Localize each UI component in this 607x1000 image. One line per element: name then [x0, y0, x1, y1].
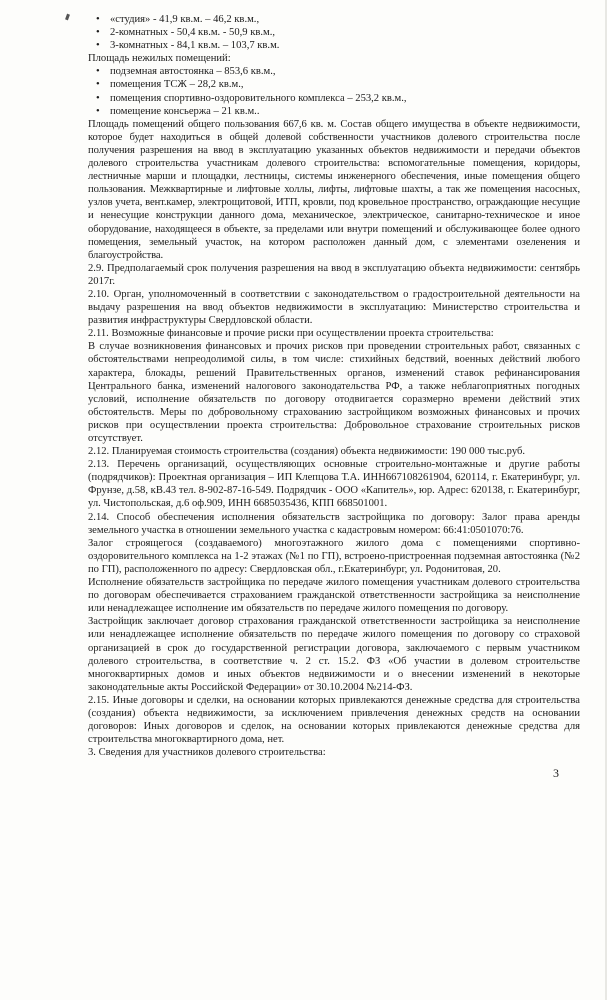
nonresidential-area-list [88, 65, 580, 117]
pledge-paragraph: Залог строящегося (создаваемого) многоэтажного жилого дома с помещениями спортивно-оздоровительного комплекса на 1-2 этажах (№1 по ГП), встроено-пристроенная подземная автостоянка (№2 по ГП), расположенного по адресу: Свердловская обл., г.Екатеринбург, ул. Родонитовая, 20. [88, 537, 580, 575]
section-2-14: 2.14. Способ обеспечения исполнения обязательств застройщика по договору: Залог права аренды земельного участка в отношении земельного участка с кадастровым номером: 66:41:0501070:76. [88, 511, 580, 536]
list-item: • «студия» - 41,9 кв.м. – 46,2 кв.м., [110, 13, 580, 26]
nonresidential-heading: Площадь нежилых помещений: [88, 53, 231, 65]
document-body [88, 13, 580, 759]
list-item: • помещение консьержа – 21 кв.м.. [110, 105, 580, 118]
page-number: 3 [553, 766, 559, 780]
insurance-paragraph-2: Застройщик заключает договор страхования гражданской ответственности застройщика за неисполнение или ненадлежащее исполнение обязательств по передаче жилого помещения по договору со страховой организацией в срок до государственной регистрации договора, заключаемого с первым участником долевого строительства, в соответствие ч. 2 ст. 15.2. ФЗ «Об участии в долевом строительстве многоквартирных домов и иных объектов недвижимости и о внесении изменений в некоторые законодательные акты Российской Федерации» от 30.10.2004 №214-ФЗ. [88, 616, 580, 693]
section-3-heading: 3. Сведения для участников долевого строительства: [88, 747, 326, 759]
apartment-area-list [88, 13, 580, 52]
list-item: • помещения спортивно-оздоровительного комплекса – 253,2 кв.м., [110, 92, 580, 105]
common-property-paragraph: Площадь помещений общего пользования 667,6 кв. м. Состав общего имущества в объекте недвижимости, которое будет находиться в общей долевой собственности участников долевого строительства после получения разрешения на ввод в эксплуатацию указанных объектов недвижимости и передачи объектов долевого строительства участникам долевого строительства: вспомогательные помещения, коридоры, лестничные марши и площадки, лестницы, системы инженерного обеспечения, иные помещения общего пользования. Межквартирные и лифтовые холлы, лифты, лифтовые шахты, а так же помещения насосных, узлов учета, вент.камер, электрощитовой, ИТП, кровли, под кровельное пространство, ограждающие несущие и ненесущие конструкции данного дома, механическое, электрическое, санитарно-техническое и иное оборудование, находящееся в объекте, за пределами или внутри помещений и обслуживающее более одного помещения, земельный участок, на котором расположен данный дом, с элементами озеленения и благоустройства. [88, 118, 580, 261]
section-2-13: 2.13. Перечень организаций, осуществляющих основные строительно-монтажные и другие работы (подрядчиков): Проектная организация – ИП Клепцова Т.А. ИНН667108261904, 620114, г. Екатеринбург, ул. Фрунзе, д.58, кВ.43 тел. 8-902-87-16-549. Подрядчик - ООО «Капитель», юр. Адрес: 620138, г. Екатеринбург, ул. Чистопольская, д.6 оф.909, ИНН 6685035436, КПП 668501001. [88, 459, 580, 510]
list-item: • 2-комнатных - 50,4 кв.м. - 50,9 кв.м., [110, 26, 580, 39]
list-item: • подземная автостоянка – 853,6 кв.м., [110, 65, 580, 78]
section-2-9: 2.9. Предполагаемый срок получения разрешения на ввод в эксплуатацию объекта недвижимости: сентябрь 2017г. [88, 262, 580, 287]
section-2-10: 2.10. Орган, уполномоченный в соответствии с законодательством о градостроительной деятельности на выдачу разрешения на ввод объектов недвижимости в эксплуатацию: Министерство строительства и развития инфраструктуры Свердловской области. [88, 288, 580, 327]
risks-paragraph: В случае возникновения финансовых и прочих рисков при проведении строительных работ, связанных с обстоятельствами непреодолимой силы, в том числе: стихийных бедствий, военных действий любого характера, блокады, решений Правительственных органов, изменений ставок рефинансирования Центрального банка, изменений налогового законодательства РФ, а также неблагоприятных погодных условий, исполнение обязательств по договору отодвигается соразмерно времени действий этих обстоятельств. Меры по добровольному страхованию застройщиком возможных финансовых и прочих рисков при осуществлении проекта строительства: Добровольное страхование строительных рисков отсутствует. [88, 341, 580, 444]
section-2-15: 2.15. Иные договоры и сделки, на основании которых привлекаются денежные средства для строительства (создания) объекта недвижимости, за исключением привлечения денежных средств на основании договоров: Иных договоров и сделок, на основании которых привлекаются денежные средства для строительства многоквартирного дома, нет. [88, 694, 580, 746]
section-2-11: 2.11. Возможные финансовые и прочие риски при осуществлении проекта строительства: [88, 328, 494, 340]
list-item: • 3-комнатных - 84,1 кв.м. – 103,7 кв.м. [110, 39, 580, 52]
scan-speck [65, 14, 70, 21]
section-2-12: 2.12. Планируемая стоимость строительства (создания) объекта недвижимости: 190 000 тыс.руб. [88, 446, 526, 458]
list-item: • помещения ТСЖ – 28,2 кв.м., [110, 78, 580, 91]
insurance-paragraph-1: Исполнение обязательств застройщика по передаче жилого помещения участникам долевого строительства по договорам обеспечивается страхованием гражданской ответственности застройщика за неисполнение или ненадлежащее исполнение им обязательств по передаче жилого помещения по договору. [88, 577, 580, 615]
